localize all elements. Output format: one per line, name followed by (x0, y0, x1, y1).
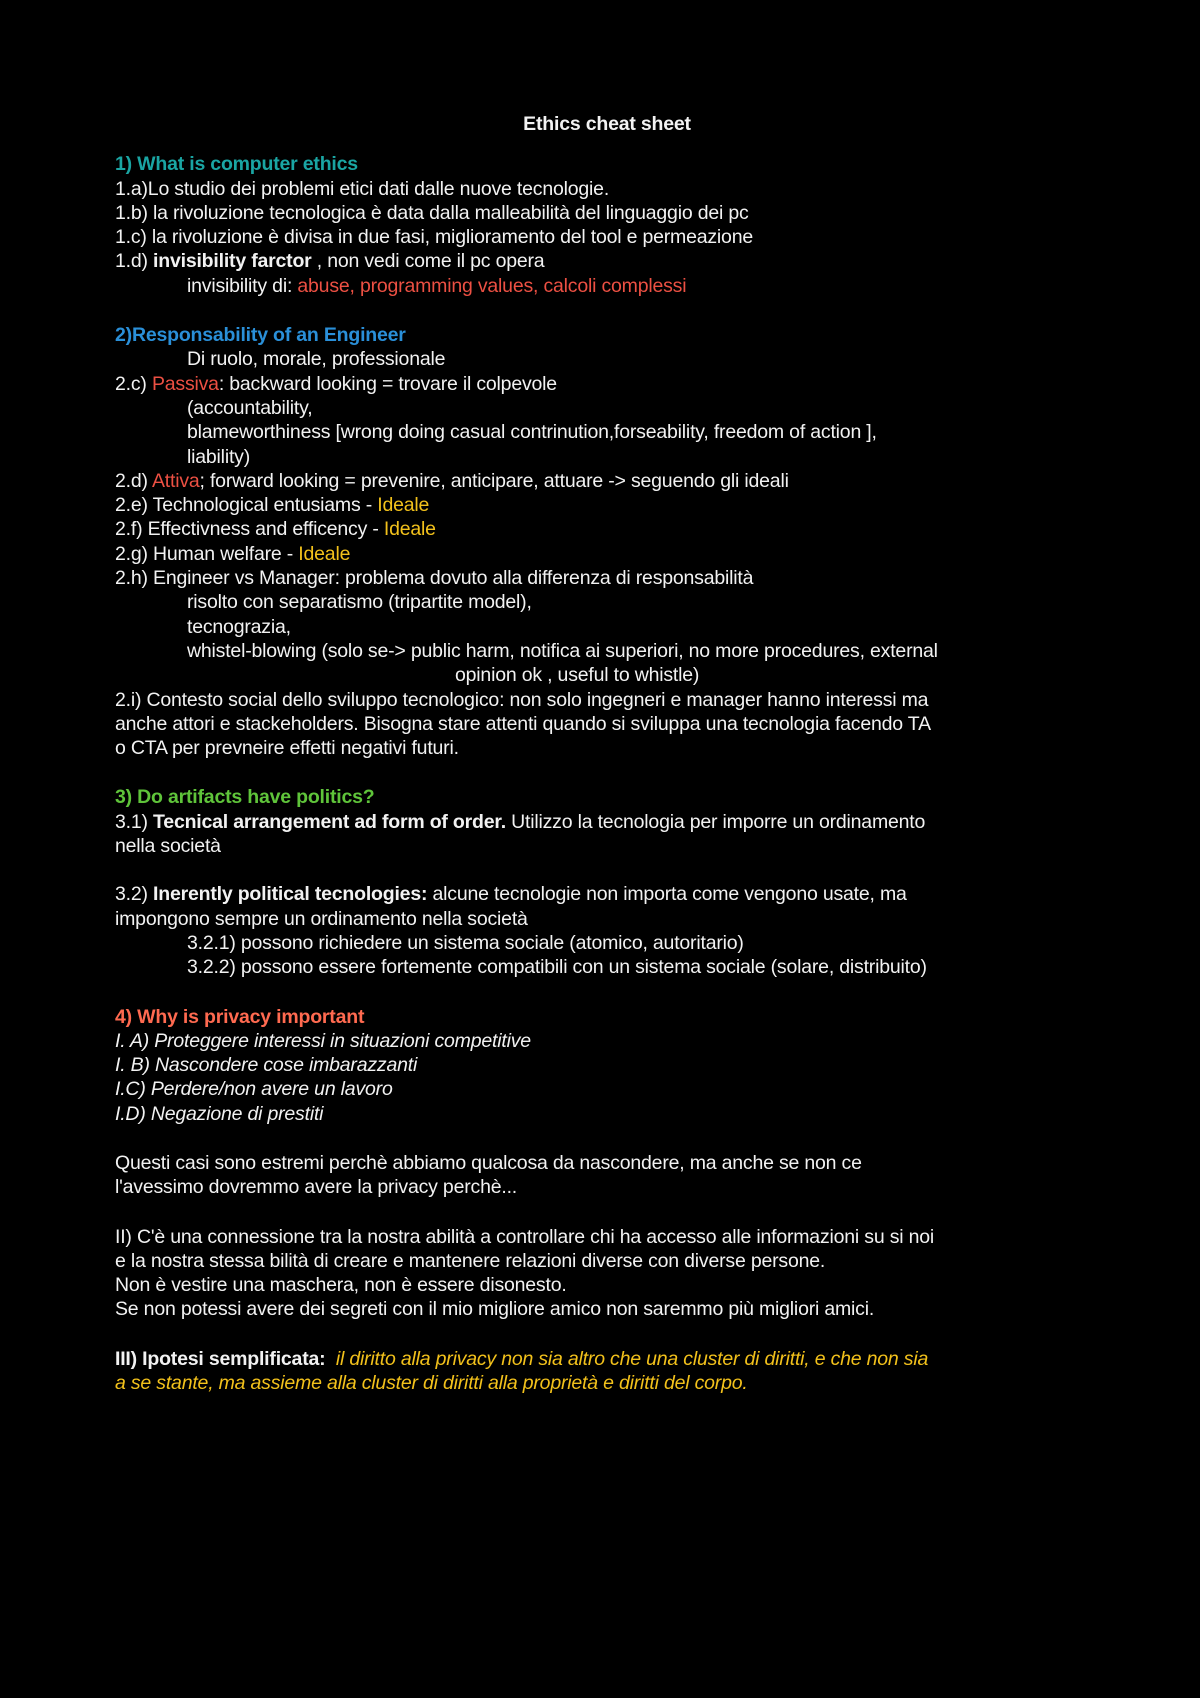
page-title: Ethics cheat sheet (523, 113, 691, 135)
document-page (115, 112, 1085, 1395)
line-3-1-cont: nella società (115, 835, 221, 858)
line-4-questi-2: l'avessimo dovremmo avere la privacy perchè... (115, 1176, 518, 1199)
line-2h: 2.h) Engineer vs Manager: problema dovuto alla differenza di responsabilità (115, 567, 754, 590)
line-2g-ideale: Ideale (298, 542, 351, 565)
line-invisibility (115, 274, 1085, 298)
line-3-2-cont: impongono sempre un ordinamento nella società (115, 907, 528, 930)
line-2c-liability: liability) (187, 445, 251, 468)
line-2e-ideale: Ideale (377, 494, 430, 517)
line-2c-accountability: (accountability, (187, 396, 313, 419)
line-2g (115, 542, 1085, 566)
line-3-2 (115, 882, 1085, 906)
line-2c (115, 372, 1085, 396)
line-2i-2: anche attori e stackeholders. Bisogna stare attenti quando si sviluppa una tecnologia facendo TA (115, 712, 931, 735)
line-2h-tecnograzia: tecnograzia, (187, 615, 291, 638)
section-3-heading: 3) Do artifacts have politics? (115, 786, 375, 809)
line-4-questi-1: Questi casi sono estremi perchè abbiamo qualcosa da nascondere, ma anche se non ce (115, 1151, 862, 1174)
line-4-ib: I. B) Nascondere cose imbarazzanti (115, 1054, 418, 1077)
line-3-2-1: 3.2.1) possono richiedere un sistema sociale (atomico, autoritario) (187, 931, 744, 954)
line-2h-whistleblowing-cont: opinion ok , useful to whistle) (455, 664, 700, 687)
line-2h-whistleblowing: whistel-blowing (solo se-> public harm, notifica ai superiori, no more procedures, external (187, 639, 938, 662)
line-1d (115, 249, 1085, 273)
section-2-heading: 2)Responsability of an Engineer (115, 324, 406, 347)
line-2c-prefix: 2.c) (115, 372, 152, 395)
line-4-iii-text: il diritto alla privacy non sia altro che una cluster di diritti, e che non sia (325, 1347, 929, 1370)
line-4-ii-3: Non è vestire una maschera, non è essere disonesto. (115, 1274, 567, 1297)
line-3-2-rest: alcune tecnologie non importa come vengono usate, ma (427, 883, 907, 906)
section-4-heading: 4) Why is privacy important (115, 1005, 365, 1028)
line-2-roles: Di ruolo, morale, professionale (187, 348, 446, 371)
line-4-ii-2: e la nostra stessa bilità di creare e mantenere relazioni diverse con diverse persone. (115, 1249, 826, 1272)
line-2f-text: 2.f) Effectivness and efficency - (115, 518, 384, 541)
line-2c-rest: : backward looking = trovare il colpevole (218, 372, 557, 395)
line-4-iii-bold: III) Ipotesi semplificata: (115, 1347, 326, 1370)
line-1d-bold: invisibility farctor (153, 250, 312, 273)
line-2e-text: 2.e) Technological entusiams - (115, 494, 378, 517)
line-2c-passiva: Passiva (151, 372, 219, 395)
line-2d-attiva: Attiva (151, 469, 200, 492)
line-3-1-bold: Tecnical arrangement ad form of order. (153, 810, 506, 833)
line-3-2-2: 3.2.2) possono essere fortemente compatibili con un sistema sociale (solare, distribuito) (187, 956, 927, 979)
invisibility-list: abuse, programming values, calcoli complessi (297, 274, 687, 297)
section-1-heading: 1) What is computer ethics (115, 153, 358, 176)
line-2e (115, 493, 1085, 517)
line-4-iii-1 (115, 1347, 1085, 1371)
line-4-id: I.D) Negazione di prestiti (115, 1102, 324, 1125)
line-1d-rest: , non vedi come il pc opera (311, 250, 545, 273)
line-4-iii-2: a se stante, ma assieme alla cluster di diritti alla proprietà e diritti del corpo. (115, 1372, 748, 1395)
invisibility-prefix: invisibility di: (187, 274, 298, 297)
line-4-ii-4: Se non potessi avere dei segreti con il mio migliore amico non saremmo più migliori amici. (115, 1298, 875, 1321)
line-2d-rest: ; forward looking = prevenire, anticipare, attuare -> seguendo gli ideali (199, 469, 789, 492)
line-2h-separatismo: risolto con separatismo (tripartite model), (187, 591, 532, 614)
line-2d-prefix: 2.d) (115, 469, 152, 492)
line-1b: 1.b) la rivoluzione tecnologica è data dalla malleabilità del linguaggio dei pc (115, 201, 749, 224)
line-2f-ideale: Ideale (383, 518, 436, 541)
line-3-1 (115, 810, 1085, 834)
line-2d (115, 469, 1085, 493)
line-4-ii-1: II) C'è una connessione tra la nostra abilità a controllare chi ha accesso alle informazioni su si noi (115, 1225, 935, 1248)
line-2i-1: 2.i) Contesto social dello sviluppo tecnologico: non solo ingegneri e manager hanno interessi ma (115, 688, 929, 711)
line-4-ic: I.C) Perdere/non avere un lavoro (115, 1078, 393, 1101)
line-3-1-prefix: 3.1) (115, 810, 154, 833)
line-2g-text: 2.g) Human welfare - (115, 542, 299, 565)
line-1c: 1.c) la rivoluzione è divisa in due fasi, miglioramento del tool e permeazione (115, 226, 753, 249)
line-3-2-prefix: 3.2) (115, 883, 154, 906)
line-2c-blameworthiness: blameworthiness [wrong doing casual contrinution,forseability, freedom of action ], (187, 421, 877, 444)
line-2f (115, 517, 1085, 541)
line-1a: 1.a)Lo studio dei problemi etici dati dalle nuove tecnologie. (115, 177, 610, 200)
line-1d-prefix: 1.d) (115, 250, 154, 273)
line-3-2-bold: Inerently political tecnologies: (153, 883, 428, 906)
line-2i-3: o CTA per prevneire effetti negativi futuri. (115, 737, 459, 760)
line-3-1-rest: Utilizzo la tecnologia per imporre un ordinamento (505, 810, 926, 833)
line-4-ia: I. A) Proteggere interessi in situazioni competitive (115, 1029, 531, 1052)
